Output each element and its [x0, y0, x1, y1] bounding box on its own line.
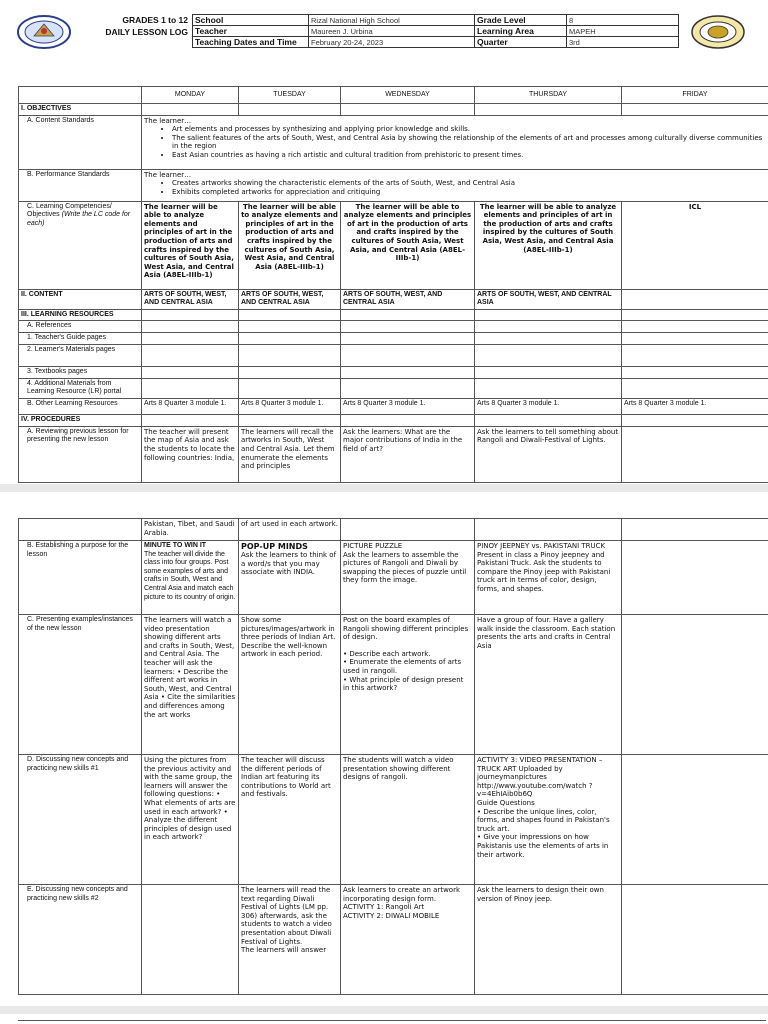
school-label: School [193, 15, 309, 26]
form-title-line2: DAILY LESSON LOG [105, 27, 188, 37]
content-thursday: ARTS OF SOUTH, WEST, AND CENTRAL ASIA [475, 289, 622, 309]
procedure-e-thursday: Ask the learners to design their own version of Pinoy jeep. [475, 885, 622, 995]
resources-heading: III. LEARNING RESOURCES [19, 309, 142, 321]
procedure-e-monday [142, 885, 239, 995]
learners-materials-label: 2. Learner's Materials pages [19, 344, 142, 366]
form-title [74, 14, 188, 38]
other-resource-tuesday: Arts 8 Quarter 3 module 1. [239, 398, 341, 414]
procedure-e-friday [622, 885, 768, 995]
procedure-b-wednesday-text: Ask the learners to assemble the pictures of Rangoli and Diwali by swapping the pieces of puzzle until they form the image. [343, 550, 467, 585]
procedure-b-monday-text: The teacher will divide the class into four groups. Post some examples of arts and crafts in South, West and Central Asia and match each picture to its country of origin. [144, 550, 236, 601]
content-wednesday: ARTS OF SOUTH, WEST, AND CENTRAL ASIA [341, 289, 475, 309]
day-tuesday: TUESDAY [239, 87, 341, 104]
procedure-c-monday: The learners will watch a video presentation showing different arts and crafts in South, West, and Central Asia. The teacher will ask the learners: • Describe the different art works in South, West, and Central Asia • Cite the similarities and differences among the art works [142, 615, 239, 755]
competency-wednesday: The learner will be able to analyze elements and principles of art in the production of arts and crafts inspired by the cultures of South Asia, West Asia, and Central Asia (A8EL-IIIb-1) [341, 201, 475, 289]
procedure-b-wednesday [341, 541, 475, 615]
competency-monday: The learner will be able to analyze elements and principles of art in the production of arts and crafts inspired by the cultures of South Asia, West Asia, and Central Asia (A8EL-IIIb-1) [142, 201, 239, 289]
procedure-c-label: C. Presenting examples/instances of the new lesson [19, 615, 142, 755]
area-value: MAPEH [567, 26, 679, 37]
additional-materials-label: 4. Additional Materials from Learning Resource (LR) portal [19, 378, 142, 398]
page-1 [0, 0, 768, 484]
school-seal-icon [690, 14, 746, 50]
procedure-c-wednesday-point: • Enumerate the elements of arts used in rangoli. [343, 658, 462, 675]
procedure-a-monday: The teacher will present the map of Asia and ask the students to locate the following countries: India, [142, 426, 239, 482]
objectives-heading: I. OBJECTIVES [19, 104, 142, 116]
other-resources-label: B. Other Learning Resources [19, 398, 142, 414]
teacher-value: Maureen J. Urbina [309, 26, 475, 37]
competencies-note: (Write the LC code for each) [27, 211, 131, 227]
lesson-table-page1 [18, 86, 768, 483]
day-monday: MONDAY [142, 87, 239, 104]
content-standards-label: A. Content Standards [19, 115, 142, 169]
form-title-line1: GRADES 1 to 12 [122, 15, 188, 25]
procedure-b-tuesday-title: POP-UP MINDS [241, 542, 308, 551]
day-wednesday: WEDNESDAY [341, 87, 475, 104]
procedure-e-tuesday-text: The learners will read the text regarding Diwali Festival of Lights (LM pp. 306) afterwards, ask the students to watch a video presentation about Diwali Festival of Lights. [241, 886, 332, 946]
procedure-b-tuesday-text: Ask the learners to think of a word/s that you may associate with INDIA. [241, 551, 337, 577]
procedure-d-thursday-link: http://www.youtube.com/watch ? v=4EhIAib0b6Q [477, 781, 593, 799]
procedure-c-thursday: Have a group of four. Have a gallery walk inside the classroom. Each station presents the arts and crafts in Central Asia [475, 615, 622, 755]
procedure-e-wednesday [341, 885, 475, 995]
content-tuesday: ARTS OF SOUTH, WEST, AND CENTRAL ASIA [239, 289, 341, 309]
procedure-c-wednesday [341, 615, 475, 755]
header-info-table [192, 14, 679, 48]
other-resource-thursday: Arts 8 Quarter 3 module 1. [475, 398, 622, 414]
procedure-d-thursday [475, 755, 622, 885]
procedure-c-wednesday-point: • What principle of design present in this artwork? [343, 675, 464, 693]
procedure-b-wednesday-title: PICTURE PUZZLE [343, 542, 403, 550]
deped-seal-icon [16, 14, 72, 50]
procedure-d-thursday-line: ACTIVITY 3: VIDEO PRESENTATION – TRUCK ART Uploaded by journeymanpictures [477, 756, 603, 782]
procedure-b-thursday-title: PINOY JEEPNEY vs. PAKISTANI TRUCK [477, 542, 606, 550]
page-2 [0, 492, 768, 1006]
procedure-e-label: E. Discussing new concepts and practicing new skills #2 [19, 885, 142, 995]
content-standard-item: • Art elements and processes by synthesizing and applying prior knowledge and skills. [172, 125, 766, 134]
procedure-b-thursday [475, 541, 622, 615]
procedure-c-wednesday-point: • Describe each artwork. [343, 649, 431, 658]
performance-standards-intro: The learner… [144, 170, 192, 179]
procedure-d-friday [622, 755, 768, 885]
content-standards-cell [142, 115, 768, 169]
performance-standards-label: B. Performance Standards [19, 169, 142, 201]
content-standard-item: • The salient features of the arts of South, West, and Central Asia by showing the relationship of the elements of art and processes among culturally diverse communities in the region [172, 134, 766, 151]
procedure-e-tuesday-tail: The learners will answer [241, 946, 327, 955]
procedures-heading: IV. PROCEDURES [19, 414, 142, 426]
procedure-a-tuesday: The learners will recall the artworks in South, West and Central Asia. Let them enumerate the elements and principles [239, 426, 341, 482]
grade-label: Grade Level [475, 15, 567, 26]
content-standard-item: • East Asian countries as having a rich artistic and cultural tradition from prehistoric to present times. [172, 151, 766, 160]
procedure-a-thursday-cont [475, 519, 622, 541]
procedure-d-thursday-line: • Give your impressions on how Pakistanis use the elements of arts in their artwork. [477, 833, 609, 859]
lesson-table-page2 [18, 518, 768, 995]
content-friday [622, 289, 768, 309]
procedure-b-label: B. Establishing a purpose for the lesson [19, 541, 142, 615]
procedure-a-thursday: Ask the learners to tell something about Rangoli and Diwali-Festival of Lights. [475, 426, 622, 482]
other-resource-monday: Arts 8 Quarter 3 module 1. [142, 398, 239, 414]
procedure-d-tuesday: The teacher will discuss the different periods of Indian art featuring its contributions to World art and festivals. [239, 755, 341, 885]
other-resource-wednesday: Arts 8 Quarter 3 module 1. [341, 398, 475, 414]
references-label: A. References [19, 321, 142, 333]
competency-tuesday: The learner will be able to analyze elements and principles of art in the production of arts and crafts inspired by the cultures of South Asia, West Asia, and Central Asia (A8EL-IIIb-1) [239, 201, 341, 289]
procedure-b-monday [142, 541, 239, 615]
grade-value: 8 [567, 15, 679, 26]
procedure-c-tuesday: Show some pictures/images/artwork in three periods of Indian Art. Describe the well-known artwork in each period. [239, 615, 341, 755]
quarter-label: Quarter [475, 37, 567, 48]
procedure-b-thursday-text: Present in class a Pinoy jeepney and Pakistani Truck. Ask the students to compare the Pinoy jeep with Pakistani truck art in terms of color, design, forms, and shapes. [477, 550, 611, 593]
textbooks-label: 3. Textbooks pages [19, 366, 142, 378]
competencies-label [19, 201, 142, 289]
day-friday: FRIDAY [622, 87, 768, 104]
procedure-d-thursday-line: • Describe the unique lines, color, forms, and shapes found in Pakistan's truck art. [477, 807, 610, 833]
competency-thursday: The learner will be able to analyze elements and principles of art in the production of arts and crafts inspired by the cultures of South Asia, West Asia, and Central Asia (A8EL-IIIb-1) [475, 201, 622, 289]
procedure-b-tuesday [239, 541, 341, 615]
procedure-e-wednesday-line: ACTIVITY 2: DIWALI MOBILE [343, 911, 440, 920]
day-thursday: THURSDAY [475, 87, 622, 104]
procedure-b-monday-title: MINUTE TO WIN IT [144, 542, 207, 549]
other-resource-friday: Arts 8 Quarter 3 module 1. [622, 398, 768, 414]
content-heading: II. CONTENT [19, 289, 142, 309]
page-3-table-edge [18, 1020, 766, 1024]
procedure-b-friday [622, 541, 768, 615]
procedure-e-wednesday-line: Ask learners to create an artwork incorporating design form. [343, 886, 461, 903]
procedure-a-wednesday: Ask the learners: What are the major contributions of India in the field of art? [341, 426, 475, 482]
procedure-a-friday-cont [622, 519, 768, 541]
page-3 [0, 1014, 768, 1024]
dates-label: Teaching Dates and Time [193, 37, 309, 48]
content-monday: ARTS OF SOUTH, WEST, AND CENTRAL ASIA [142, 289, 239, 309]
quarter-value: 3rd [567, 37, 679, 48]
content-standards-intro: The learner… [144, 116, 192, 125]
procedure-a-wednesday-cont [341, 519, 475, 541]
procedure-d-monday: Using the pictures from the previous activity and with the same group, the learners will answer the following questions: • What elements of arts are used in each artwork? • Analyze the different principles of design used in each artwork? [142, 755, 239, 885]
procedure-a-friday [622, 426, 768, 482]
teacher-label: Teacher [193, 26, 309, 37]
area-label: Learning Area [475, 26, 567, 37]
performance-standard-item: • Exhibits completed artworks for appreciation and critiquing [172, 188, 766, 197]
procedure-c-friday [622, 615, 768, 755]
procedure-a-tuesday-cont: of art used in each artwork. [239, 519, 341, 541]
procedure-a-monday-cont: Pakistan, Tibet, and Saudi Arabia. [142, 519, 239, 541]
procedure-e-wednesday-line: ACTIVITY 1: Rangoli Art [343, 903, 425, 912]
dates-value: February 20-24, 2023 [309, 37, 475, 48]
procedure-e-tuesday [239, 885, 341, 995]
procedure-d-wednesday: The students will watch a video presentation showing different designs of rangoli. [341, 755, 475, 885]
teachers-guide-label: 1. Teacher's Guide pages [19, 332, 142, 344]
performance-standards-cell [142, 169, 768, 201]
school-value: Rizal National High School [309, 15, 475, 26]
procedure-a-label: A. Reviewing previous lesson for presenting the new lesson [19, 426, 142, 482]
corner-cell [19, 87, 142, 104]
competency-friday: ICL [622, 201, 768, 289]
header [0, 12, 768, 52]
procedure-d-thursday-line: Guide Questions [477, 798, 535, 807]
procedure-d-label: D. Discussing new concepts and practicing new skills #1 [19, 755, 142, 885]
procedure-c-wednesday-intro: Post on the board examples of Rangoli showing different principles of design. [343, 616, 469, 642]
performance-standard-item: • Creates artworks showing the characteristic elements of the arts of South, West, and Central Asia [172, 179, 766, 188]
competencies-label-text: C. Learning Competencies/ Objectives [27, 202, 112, 219]
